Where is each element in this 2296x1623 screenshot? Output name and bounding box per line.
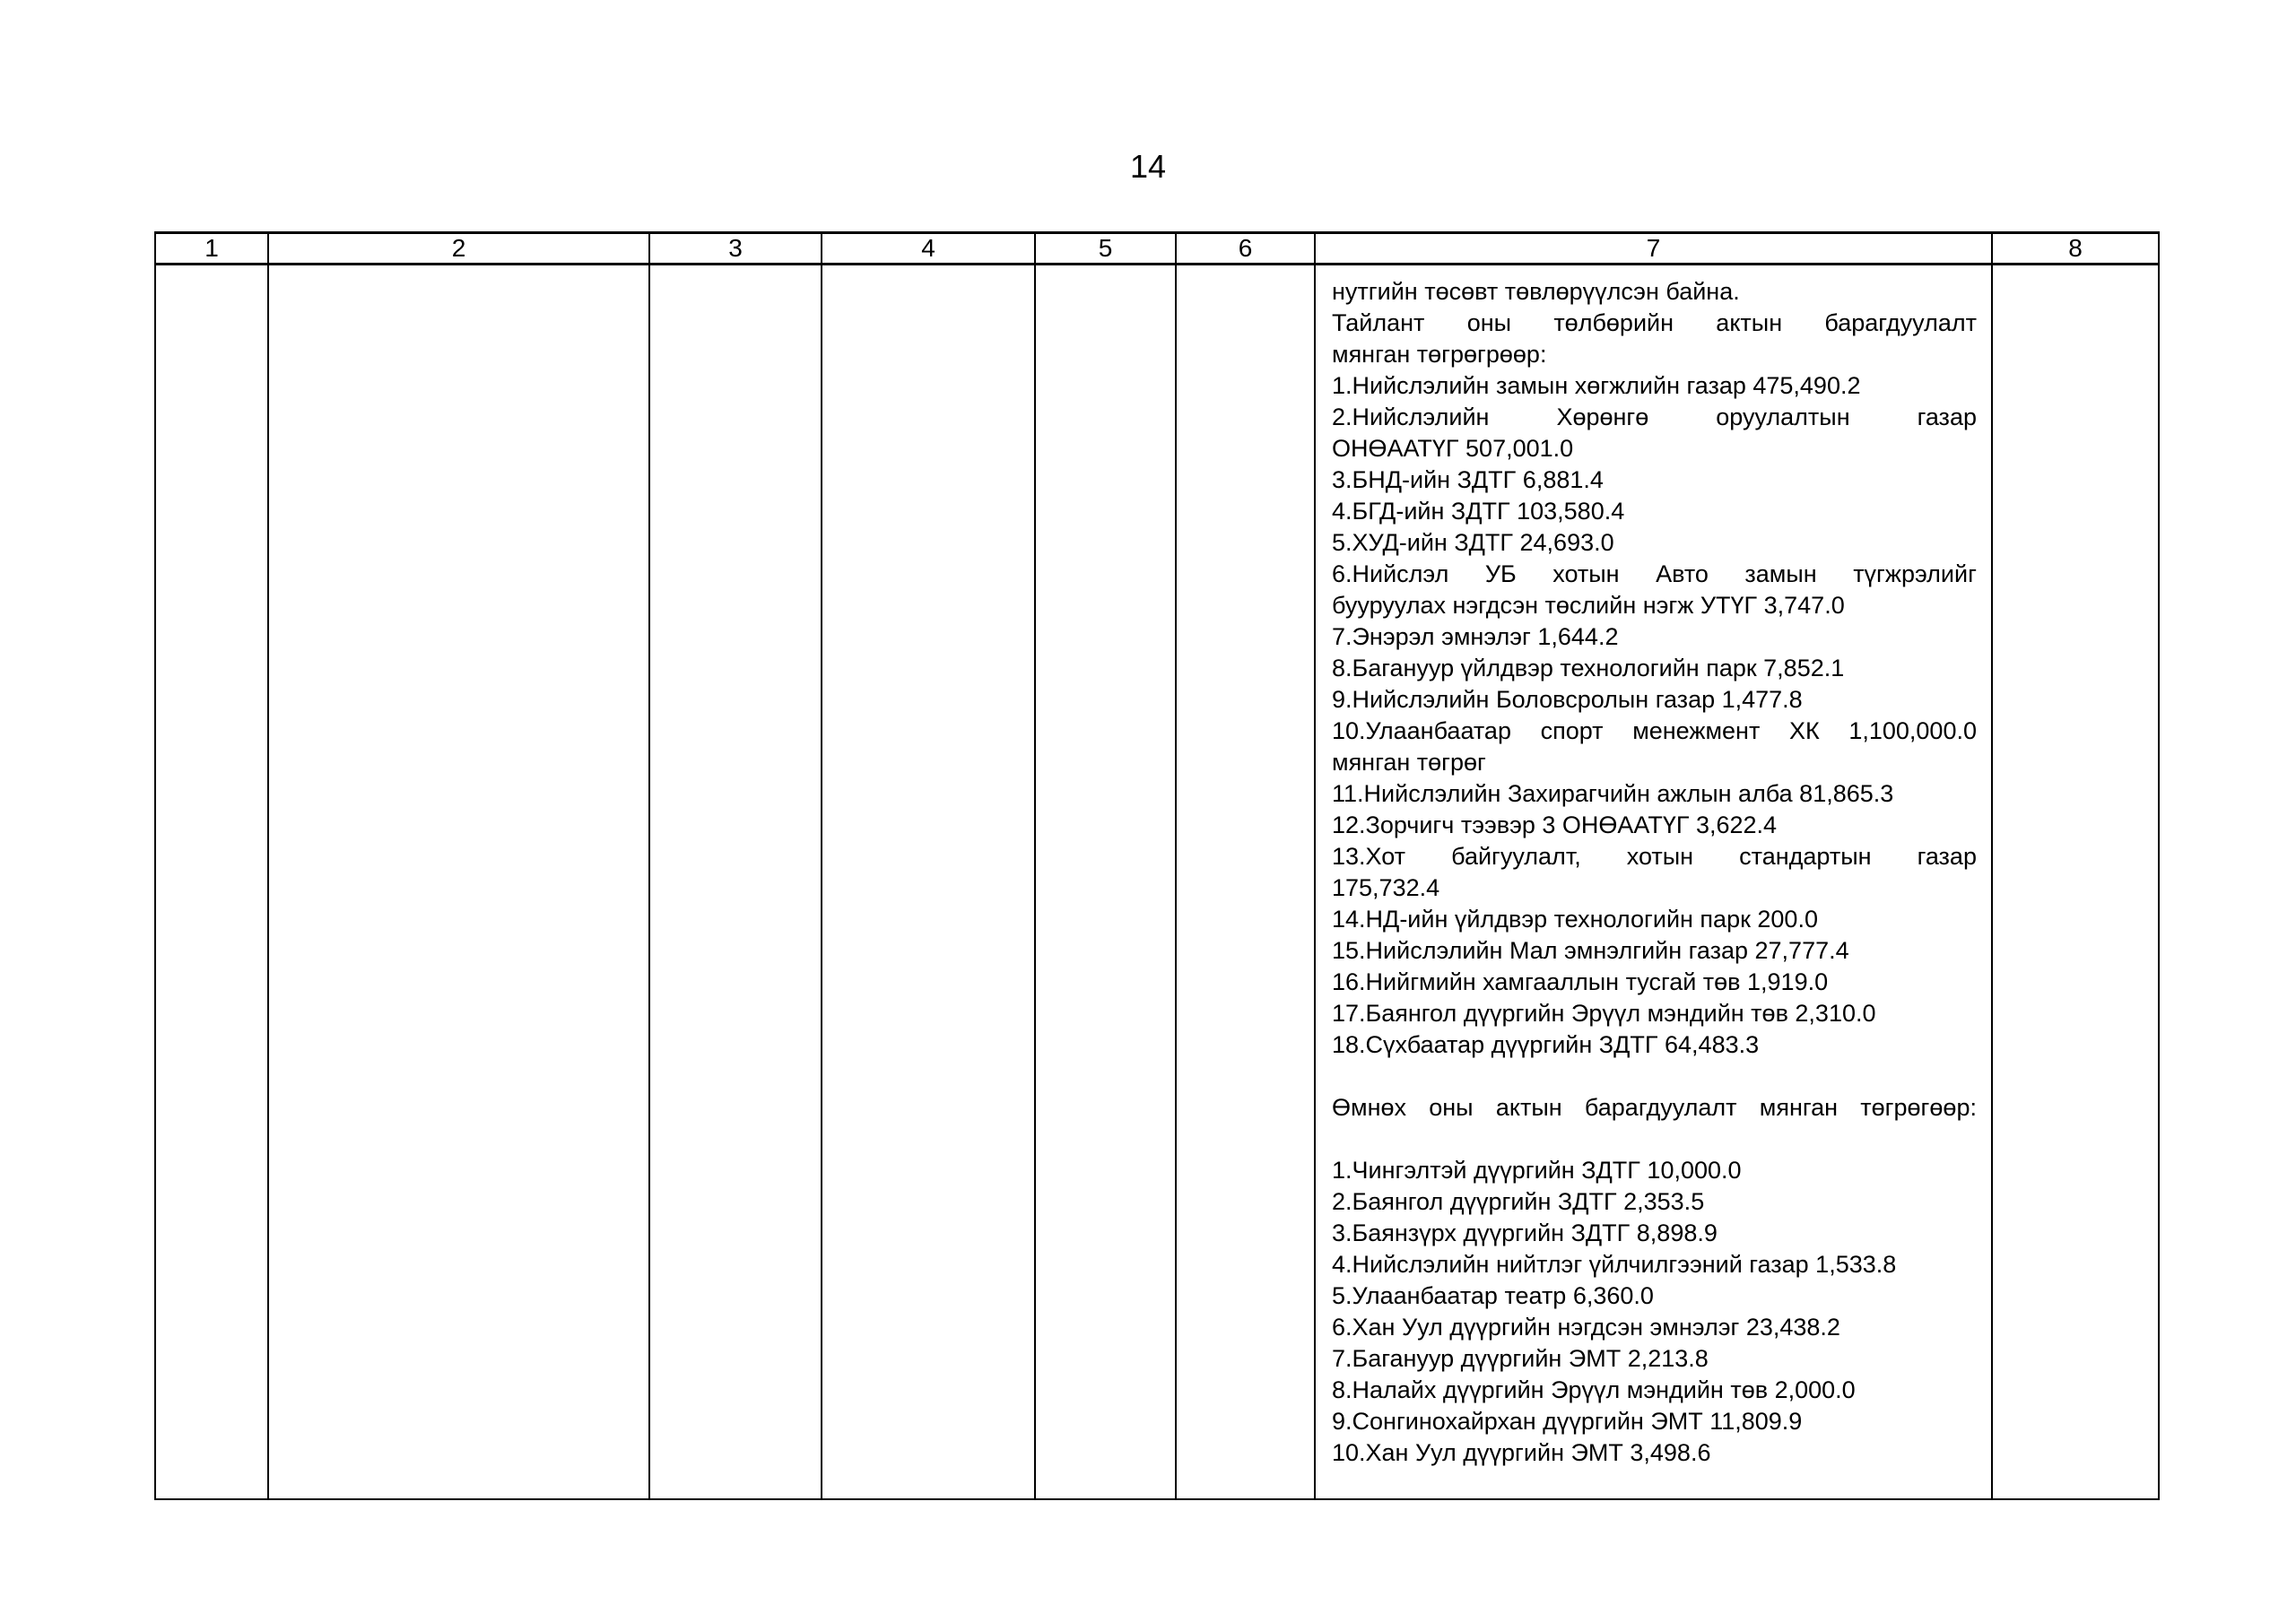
- text-word: спорт: [1540, 717, 1604, 744]
- text-line: 14.НД-ийн үйлдвэр технологийн парк 200.0: [1332, 906, 1818, 933]
- text-line: ОНӨААТҮГ 507,001.0: [1332, 435, 1574, 462]
- text-word: газар: [1917, 843, 1977, 870]
- text-line: 12.Зорчигч тээвэр 3 ОНӨААТҮГ 3,622.4: [1332, 812, 1778, 838]
- text-word: 1,100,000.0: [1848, 717, 1977, 744]
- header-cell-8: 8: [1992, 233, 2159, 265]
- body-cell-7-content: [1315, 265, 1992, 1500]
- body-cell-1: [155, 265, 268, 1500]
- header-cell-1: 1: [155, 233, 268, 265]
- text-word: УБ: [1484, 560, 1517, 587]
- text-line: 1.Чингэлтэй дүүргийн ЗДТГ 10,000.0: [1332, 1157, 1742, 1184]
- text-line: [1332, 1061, 1977, 1092]
- text-word: төлбөрийн: [1553, 309, 1674, 336]
- text-line: 5.ХУД-ийн ЗДТГ 24,693.0: [1332, 529, 1614, 556]
- header-cell-6: 6: [1176, 233, 1315, 265]
- text-line: 4.Нийслэлийн нийтлэг үйлчилгээний газар 1,533.8: [1332, 1251, 1897, 1278]
- text-line: 8.Багануур үйлдвэр технологийн парк 7,852.1: [1332, 655, 1845, 681]
- text-word: байгуулалт,: [1451, 843, 1581, 870]
- text-word: газар: [1917, 404, 1977, 430]
- body-cell-5: [1035, 265, 1176, 1500]
- text-line: нутгийн төсөвт төвлөрүүлсэн байна.: [1332, 278, 1740, 305]
- text-word: оны: [1429, 1094, 1474, 1121]
- text-word: оны: [1466, 309, 1512, 336]
- text-word: хотын: [1626, 843, 1694, 870]
- text-line: [1332, 716, 1977, 747]
- text-word: 2.Нийслэлийн: [1332, 404, 1490, 430]
- text-word: барагдуулалт: [1584, 1094, 1737, 1121]
- body-cell-4: [822, 265, 1035, 1500]
- table-header-row: [155, 233, 2159, 265]
- body-cell-6: [1176, 265, 1315, 1500]
- text-word: барагдуулалт: [1824, 309, 1977, 336]
- text-word: төгрөгөөр:: [1860, 1094, 1977, 1121]
- text-word: оруулалтын: [1716, 404, 1850, 430]
- page-number: 14: [1129, 148, 1167, 185]
- text-word: түгжрэлийг: [1853, 560, 1977, 587]
- text-word: ХК: [1788, 717, 1820, 744]
- text-word: мянган: [1759, 1094, 1839, 1121]
- header-cell-5: 5: [1035, 233, 1176, 265]
- text-line: 2.Баянгол дүүргийн ЗДТГ 2,353.5: [1332, 1188, 1705, 1215]
- text-word: 6.Нийслэл: [1332, 560, 1449, 587]
- text-line: [1332, 1092, 1977, 1124]
- text-word: Өмнөх: [1332, 1094, 1406, 1121]
- text-line: 4.БГД-ийн ЗДТГ 103,580.4: [1332, 498, 1625, 525]
- text-word: Тайлант: [1332, 309, 1425, 336]
- text-line: [1332, 402, 1977, 433]
- text-line: 6.Хан Уул дүүргийн нэгдсэн эмнэлэг 23,438.2: [1332, 1314, 1840, 1341]
- header-cell-7: 7: [1315, 233, 1992, 265]
- text-word: актын: [1716, 309, 1783, 336]
- text-line: 16.Нийгмийн хамгааллын тусгай төв 1,919.0: [1332, 968, 1829, 995]
- text-line: 10.Хан Уул дүүргийн ЭМТ 3,498.6: [1332, 1439, 1711, 1466]
- text-line: мянган төгрөгрөөр:: [1332, 341, 1547, 368]
- text-word: 10.Улаанбаатар: [1332, 717, 1511, 744]
- header-cell-4: 4: [822, 233, 1035, 265]
- text-word: хотын: [1552, 560, 1620, 587]
- text-word: 13.Хот: [1332, 843, 1406, 870]
- text-word: стандартын: [1739, 843, 1872, 870]
- text-line: [1332, 308, 1977, 339]
- text-line: 17.Баянгол дүүргийн Эрүүл мэндийн төв 2,310.0: [1332, 1000, 1876, 1027]
- text-line: 9.Нийслэлийн Боловсролын газар 1,477.8: [1332, 686, 1803, 713]
- header-cell-2: 2: [268, 233, 649, 265]
- cell-text-block: [1332, 276, 1977, 1469]
- text-line: 18.Сүхбаатар дүүргийн ЗДТГ 64,483.3: [1332, 1031, 1760, 1058]
- text-line: 11.Нийслэлийн Захирагчийн ажлын алба 81,865.3: [1332, 780, 1894, 807]
- text-line: 9.Сонгинохайрхан дүүргийн ЭМТ 11,809.9: [1332, 1408, 1803, 1435]
- text-line: 5.Улаанбаатар театр 6,360.0: [1332, 1282, 1654, 1309]
- text-line: [1332, 1124, 1977, 1155]
- text-line: 175,732.4: [1332, 874, 1440, 901]
- text-line: 7.Энэрэл эмнэлэг 1,644.2: [1332, 623, 1619, 650]
- body-cell-2: [268, 265, 649, 1500]
- text-line: мянган төгрөг: [1332, 749, 1486, 776]
- text-line: 8.Налайх дүүргийн Эрүүл мэндийн төв 2,000.0: [1332, 1376, 1856, 1403]
- text-line: 1.Нийслэлийн замын хөгжлийн газар 475,490.2: [1332, 372, 1861, 399]
- text-line: 3.Баянзүрх дүүргийн ЗДТГ 8,898.9: [1332, 1219, 1718, 1246]
- text-line: 3.БНД-ийн ЗДТГ 6,881.4: [1332, 466, 1604, 493]
- text-line: бууруулах нэгдсэн төслийн нэгж УТҮГ 3,747.0: [1332, 592, 1845, 619]
- text-word: менежмент: [1632, 717, 1761, 744]
- text-word: замын: [1744, 560, 1817, 587]
- table-body-row: [155, 265, 2159, 1500]
- header-cell-3: 3: [649, 233, 822, 265]
- text-line: 7.Багануур дүүргийн ЭМТ 2,213.8: [1332, 1345, 1709, 1372]
- text-line: [1332, 841, 1977, 872]
- text-word: актын: [1495, 1094, 1562, 1121]
- text-word: Хөрөнгө: [1556, 404, 1649, 430]
- body-cell-3: [649, 265, 822, 1500]
- text-line: [1332, 559, 1977, 590]
- text-word: Авто: [1656, 560, 1709, 587]
- body-cell-8: [1992, 265, 2159, 1500]
- text-line: 15.Нийслэлийн Мал эмнэлгийн газар 27,777.4: [1332, 937, 1849, 964]
- document-table: [154, 231, 2160, 1500]
